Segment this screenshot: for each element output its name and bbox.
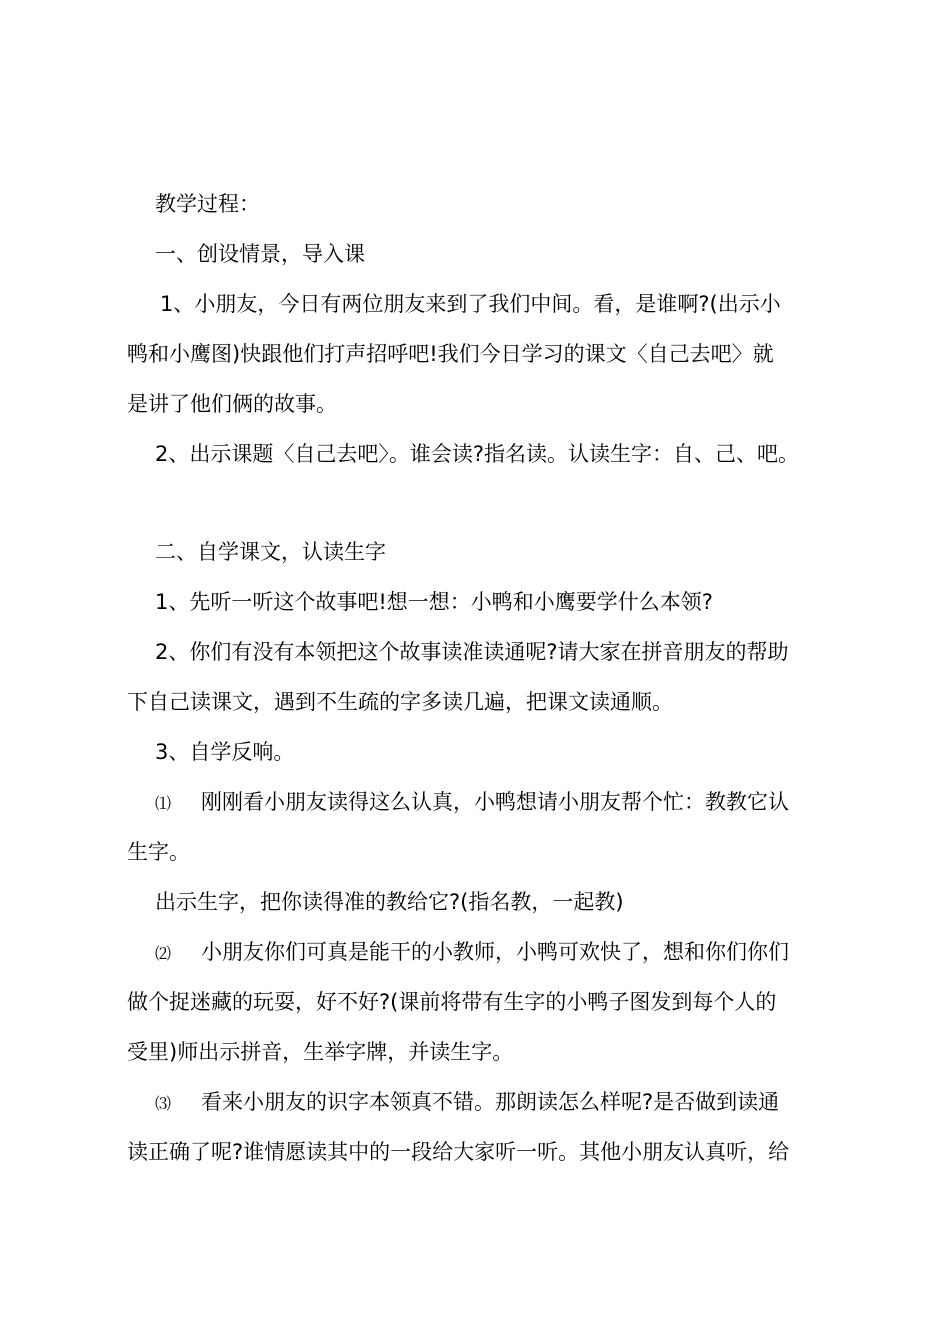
item-3-text: 看来小朋友的识字本领真不错。那朗读怎么样呢?是否做到读通 [201, 1090, 780, 1114]
item-3-number: ⑶ [155, 1094, 172, 1113]
item-2-text: 小朋友你们可真是能干的小教师，小鸭可欢快了，想和你们你们 [201, 940, 789, 964]
item-3-line-2: 读正确了呢?谁情愿读其中的一段给大家听一听。其他小朋友认真听，给 [127, 1140, 790, 1164]
item-1-line-1 [155, 790, 789, 816]
item-2-line-1 [155, 940, 789, 966]
item-3-line-1 [155, 1090, 779, 1116]
heading: 教学过程： [155, 192, 260, 216]
section-2-paragraph-2-line-1: 2、你们有没有本领把这个故事读准读通呢?请大家在拼音朋友的帮助 [155, 640, 789, 664]
item-1-line-2: 生字。 [127, 840, 190, 864]
item-2-line-2: 做个捉迷藏的玩耍，好不好?(课前将带有生字的小鸭子图发到每个人的 [127, 990, 777, 1014]
section-1-paragraph-1-line-1: 1、小朋友，今日有两位朋友来到了我们中间。看，是谁啊?(出示小 [160, 292, 781, 316]
section-2-paragraph-2-line-2: 下自己读课文，遇到不生疏的字多读几遍，把课文读通顺。 [127, 690, 673, 714]
section-2-paragraph-4: 出示生字，把你读得准的教给它?(指名教，一起教) [155, 890, 624, 914]
section-1-paragraph-1-line-2: 鸭和小鹰图)快跟他们打声招呼吧!我们今日学习的课文〈自己去吧〉就 [127, 342, 774, 366]
section-2-paragraph-3: 3、自学反响。 [155, 740, 295, 764]
item-1-number: ⑴ [155, 794, 172, 813]
item-2-number: ⑵ [155, 944, 172, 963]
item-1-text: 刚刚看小朋友读得这么认真，小鸭想请小朋友帮个忙：教教它认 [201, 790, 789, 814]
section-2-paragraph-1: 1、先听一听这个故事吧!想一想：小鸭和小鹰要学什么本领? [155, 590, 713, 614]
section-2-title: 二、自学课文，认读生字 [155, 540, 386, 564]
section-1-paragraph-2: 2、出示课题〈自己去吧〉。谁会读?指名读。认读生字：自、己、吧。 [155, 442, 800, 466]
section-1-title: 一、创设情景，导入课 [155, 242, 365, 266]
item-2-line-3: 受里)师出示拼音，生举字牌，并读生字。 [127, 1040, 514, 1064]
section-1-paragraph-1-line-3: 是讲了他们俩的故事。 [127, 392, 337, 416]
